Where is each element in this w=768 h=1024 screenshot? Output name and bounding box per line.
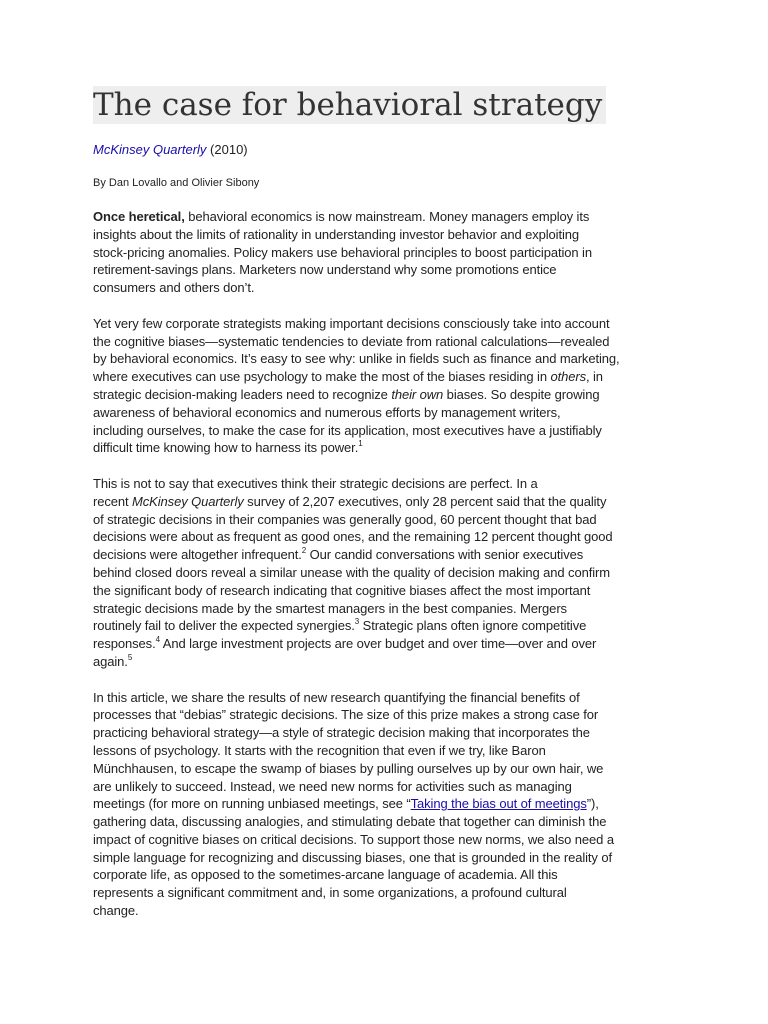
footnote-ref-1: 1	[358, 439, 363, 449]
footnote-ref-3: 3	[354, 617, 360, 626]
meetings-article-link[interactable]: Taking the bias out of meetings	[410, 796, 587, 812]
publication-link[interactable]: McKinsey Quarterly	[93, 142, 207, 157]
article-title: The case for behavioral strategy	[93, 86, 606, 124]
paragraph-3: This is not to say that executives think their strategic decisions are perfect. In a recent McKinsey Quarterly survey of 2,207 executives, only 28 percent said that the quality of strategic decisions in their companies was generally good, 60 percent thought that bad decisions were about as frequent as good ones, and the remaining 12 percent thought good decisions were altogether infrequent.$^2$ Our candid conversations with senior executives behind closed doors reveal a similar unease with the quality of decision making and confirm the significant body of research indicating that cognitive biases affect the most important strategic decisions made by the smartest managers in the best companies. Mergers routinely fail to deliver the expected synergies.$^3$ Strategic plans often ignore competitive responses.$^4$ And large investment projects are over budget and over time—over and over again.$^5$	[93, 475, 613, 669]
article-source	[93, 141, 248, 159]
footnote-ref-4: 4	[155, 634, 160, 644]
footnote-ref-5: 5	[127, 652, 133, 662]
article-body	[93, 208, 683, 938]
footnote-ref-2: 2	[301, 545, 307, 555]
lead-in: Once heretical,	[93, 209, 185, 224]
publication-year: (2010)	[210, 142, 248, 157]
paragraph-2: Yet very few corporate strategists making important decisions consciously take into account the cognitive biases—systematic tendencies to deviate from rational calculations—revealed by behavioral economics. It’s easy to see why: unlike in fields such as finance and marketing, where executives can use psychology to make the most of the biases residing in others, in strategic decision-making leaders need to recognize their own biases. So despite growing awareness of behavioral economics and numerous efforts by management writers, including ourselves, to make the case for its application, most executives have a justifiably difficult time knowing how to harness its power.$^1$	[93, 315, 620, 456]
article-byline: By Dan Lovallo and Olivier Sibony	[93, 177, 260, 189]
paragraph-1: Once heretical, behavioral economics is now mainstream. Money managers employ its insights about the limits of rationality in understanding investor behavior and exploiting stock-pricing anomalies. Policy makers use behavioral principles to boost participation in retirement-savings plans. Marketers now understand why some promotions entice consumers and others don’t.	[93, 209, 592, 296]
paragraph-4: In this article, we share the results of new research quantifying the financial benefits of processes that “debias” strategic decisions. The size of this prize makes a strong case for practicing behavioral strategy—a style of strategic decision making that incorporates the lessons of psychology. It starts with the recognition that even if we try, like Baron Münchhausen, to escape the swamp of biases by pulling ourselves up by our own hair, we are unlikely to succeed. Instead, we need new norms for activities such as managing meetings (for more on running unbiased meetings, see “Taking the bias out of meetings”), gathering data, discussing analogies, and stimulating debate that together can diminish the impact of cognitive biases on critical decisions. To support those new norms, we also need a simple language for recognizing and discussing biases, one that is grounded in the reality of corporate life, as opposed to the sometimes-arcane language of academia. All this represents a significant commitment and, in some organizations, a profound cultural change.	[93, 689, 614, 919]
